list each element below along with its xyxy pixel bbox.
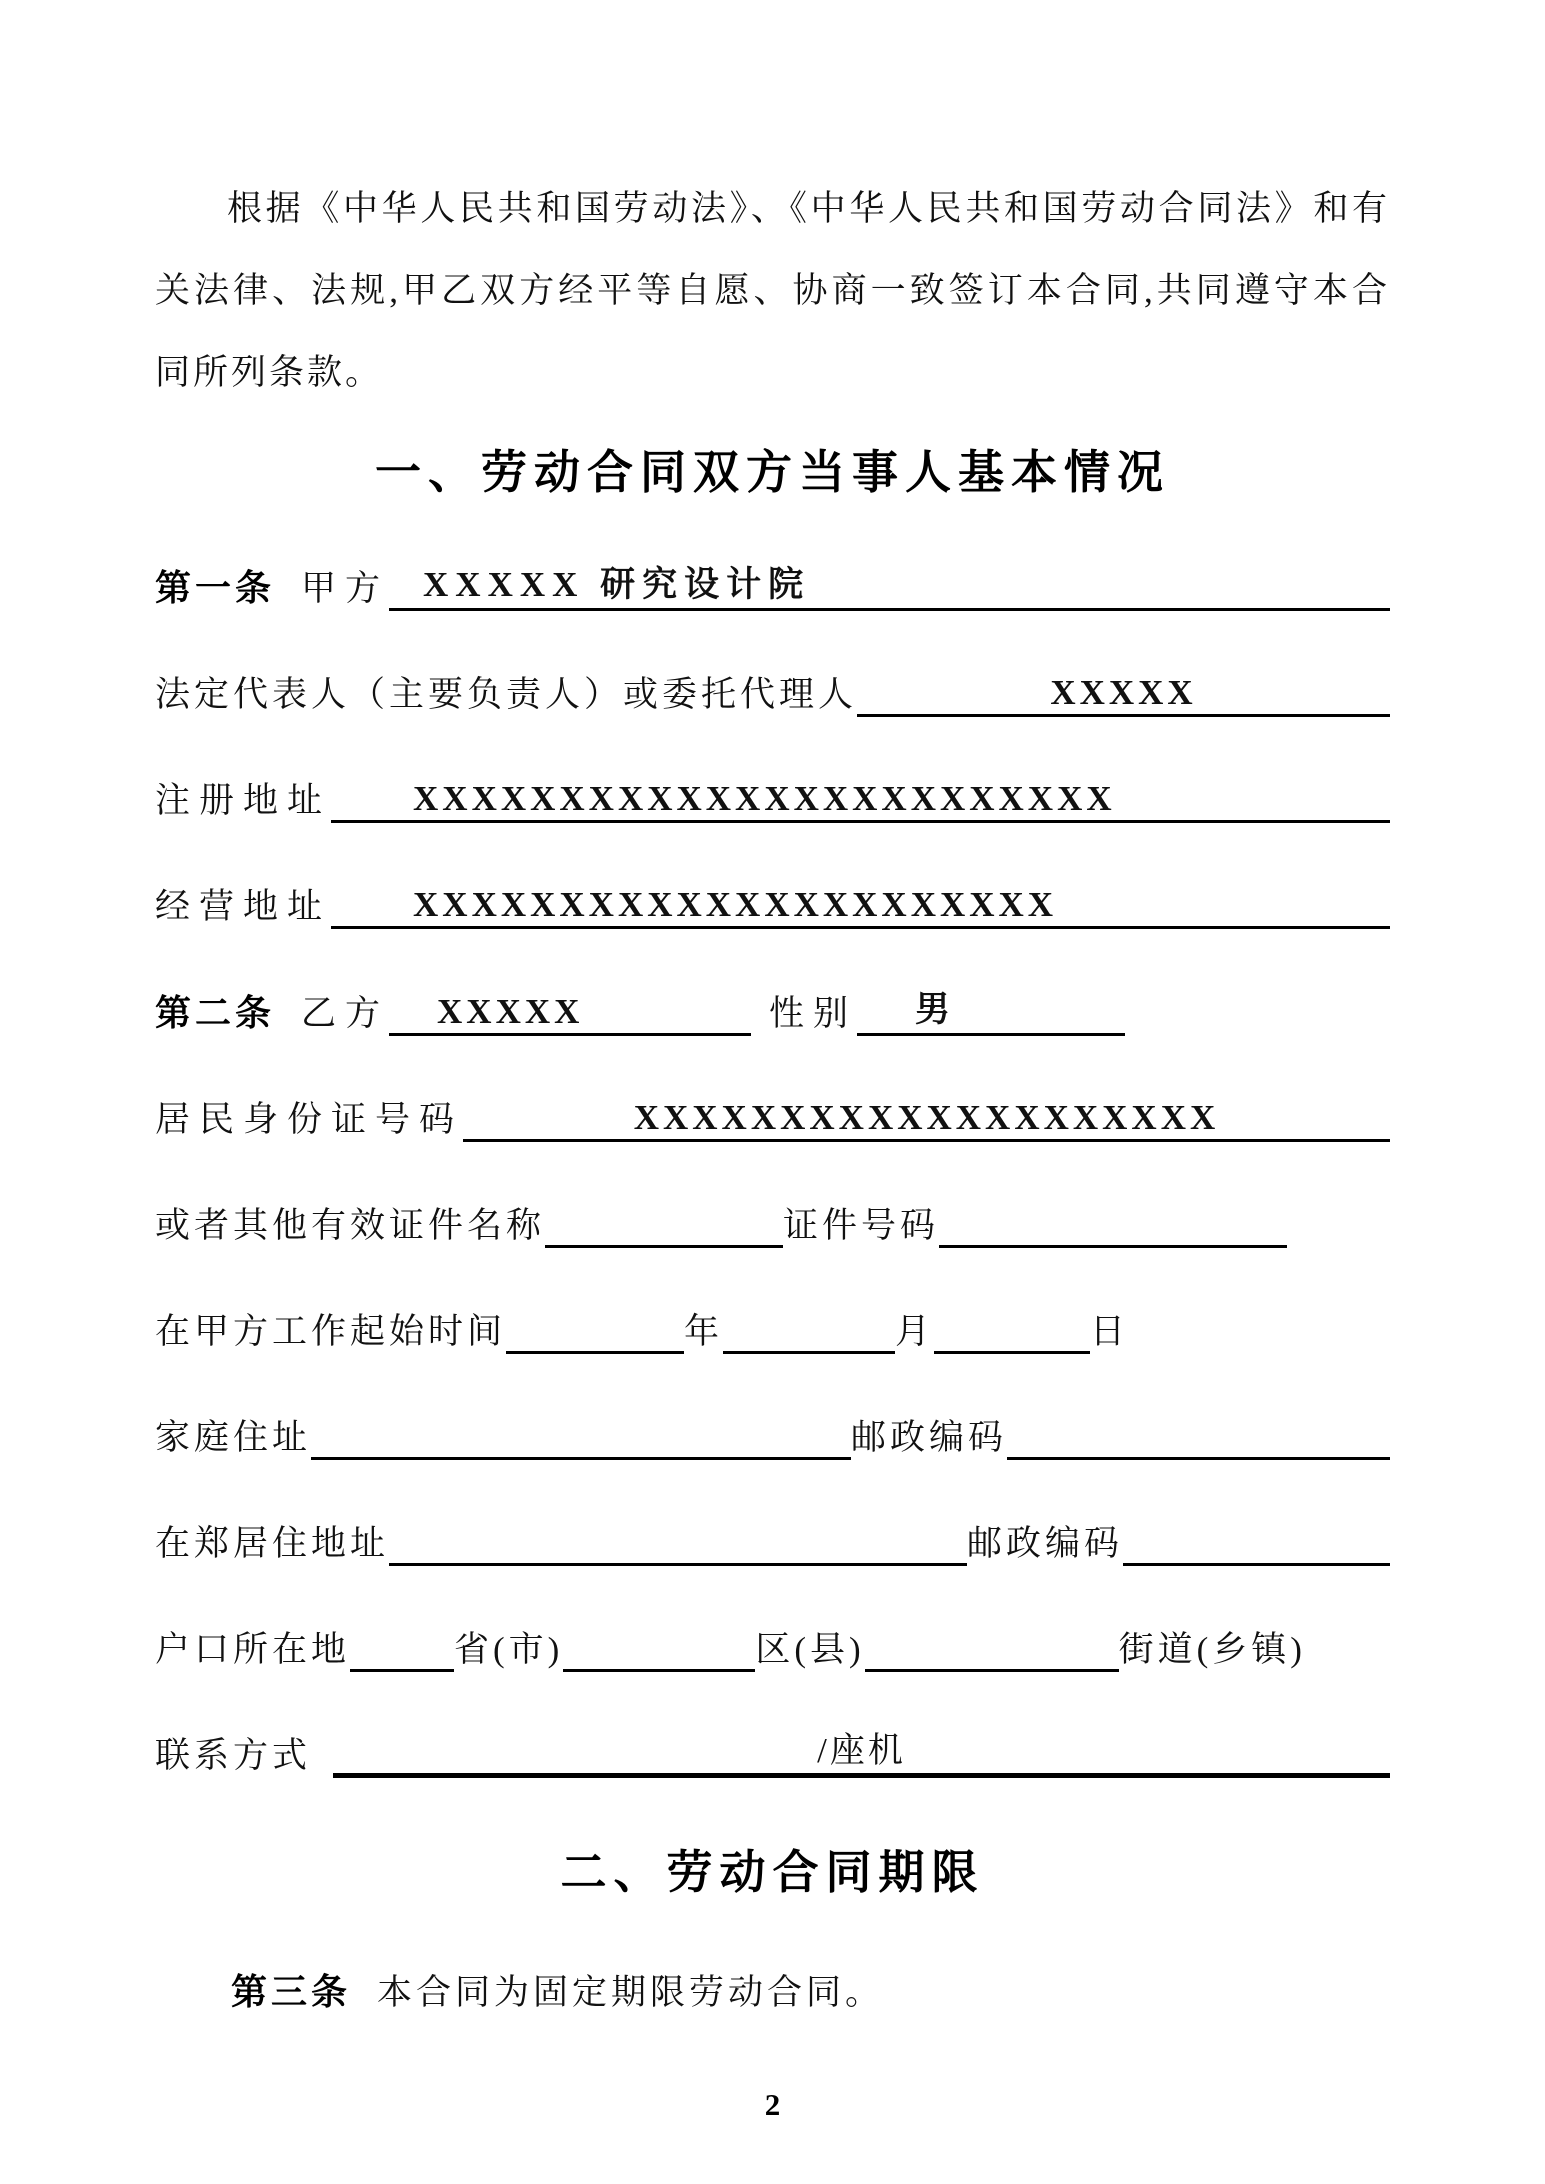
zheng-address-label: 在郑居住地址 — [155, 1524, 390, 1563]
postal-code-label-2: 邮政编码 — [967, 1524, 1124, 1563]
party-b-label: 乙方 — [301, 994, 390, 1033]
party-a-value: XXXXX 研究设计院 — [423, 565, 811, 604]
registered-address-label: 注册地址 — [155, 781, 332, 820]
gender-value: 男 — [915, 990, 955, 1029]
work-start-row — [155, 1304, 1390, 1354]
year-blank — [506, 1306, 684, 1354]
home-address-blank — [311, 1412, 851, 1460]
hukou-row — [155, 1622, 1390, 1672]
day-label: 日 — [1090, 1312, 1130, 1351]
business-address-value: XXXXXXXXXXXXXXXXXXXXXX — [413, 885, 1058, 924]
district-label: 区(县) — [755, 1630, 865, 1669]
other-cert-row — [155, 1198, 1390, 1248]
business-address-row — [155, 879, 1390, 929]
party-b-row — [155, 985, 1390, 1036]
month-label: 月 — [895, 1312, 935, 1351]
party-a-label: 甲方 — [301, 569, 390, 608]
cert-no-blank — [939, 1200, 1287, 1248]
clause3-row — [155, 1964, 1390, 2015]
home-address-label: 家庭住址 — [155, 1418, 312, 1457]
legal-rep-row — [155, 667, 1390, 717]
clause2-number: 第二条 — [155, 992, 276, 1033]
contact-label: 联系方式 — [155, 1736, 312, 1775]
hukou-label: 户口所在地 — [155, 1630, 351, 1669]
legal-rep-value: XXXXX — [1050, 673, 1197, 712]
section2-heading: 二、劳动合同期限 — [560, 1846, 985, 1898]
province-label: 省(市) — [454, 1630, 564, 1669]
postal-code-blank-1 — [1007, 1412, 1390, 1460]
postal-code-blank-2 — [1123, 1518, 1390, 1566]
section1-heading: 一、劳动合同双方当事人基本情况 — [375, 446, 1170, 498]
street-label: 街道(乡镇) — [1118, 1630, 1306, 1669]
intro-paragraph: 根据《中华人民共和国劳动法》、《中华人民共和国劳动合同法》和有关法律、法规,甲乙双方经平等自愿、协商一致签订本合同,共同遵守本合同所列条款。 — [155, 189, 1390, 392]
party-a-row — [155, 560, 1390, 611]
clause3-text: 本合同为固定期限劳动合同。 — [377, 1973, 885, 2012]
street-blank — [865, 1624, 1119, 1672]
party-b-blank — [389, 988, 751, 1036]
gender-blank — [857, 988, 1125, 1036]
month-blank — [723, 1306, 895, 1354]
postal-code-label-1: 邮政编码 — [851, 1418, 1008, 1457]
other-cert-blank — [545, 1200, 783, 1248]
gender-label: 性别 — [769, 994, 858, 1033]
clause1-number: 第一条 — [155, 567, 276, 608]
cert-no-label: 证件号码 — [783, 1206, 940, 1245]
district-blank — [563, 1624, 755, 1672]
id-number-label: 居民身份证号码 — [155, 1100, 464, 1139]
day-blank — [934, 1306, 1090, 1354]
zheng-address-blank — [389, 1518, 967, 1566]
legal-rep-blank — [857, 669, 1390, 717]
home-address-row — [155, 1410, 1390, 1460]
registered-address-value: XXXXXXXXXXXXXXXXXXXXXXXX — [413, 779, 1116, 818]
id-number-blank — [463, 1094, 1390, 1142]
legal-rep-label: 法定代表人（主要负责人）或委托代理人 — [155, 675, 858, 714]
registered-address-row — [155, 773, 1390, 823]
contact-row — [155, 1728, 1390, 1778]
party-b-value: XXXXX — [437, 992, 584, 1031]
landline-label: /座机 — [817, 1731, 906, 1770]
zheng-address-row — [155, 1516, 1390, 1566]
id-number-value: XXXXXXXXXXXXXXXXXXXX — [633, 1098, 1220, 1137]
work-start-label: 在甲方工作起始时间 — [155, 1312, 507, 1351]
clause3-number: 第三条 — [231, 1971, 352, 2012]
page-number: 2 — [764, 2087, 781, 2122]
business-address-blank — [331, 881, 1390, 929]
year-label: 年 — [684, 1312, 724, 1351]
province-blank — [350, 1624, 454, 1672]
business-address-label: 经营地址 — [155, 887, 332, 926]
contact-blank — [333, 1730, 1390, 1778]
party-a-blank — [389, 563, 1390, 611]
other-cert-label: 或者其他有效证件名称 — [155, 1206, 546, 1245]
registered-address-blank — [331, 775, 1390, 823]
id-number-row — [155, 1092, 1390, 1142]
